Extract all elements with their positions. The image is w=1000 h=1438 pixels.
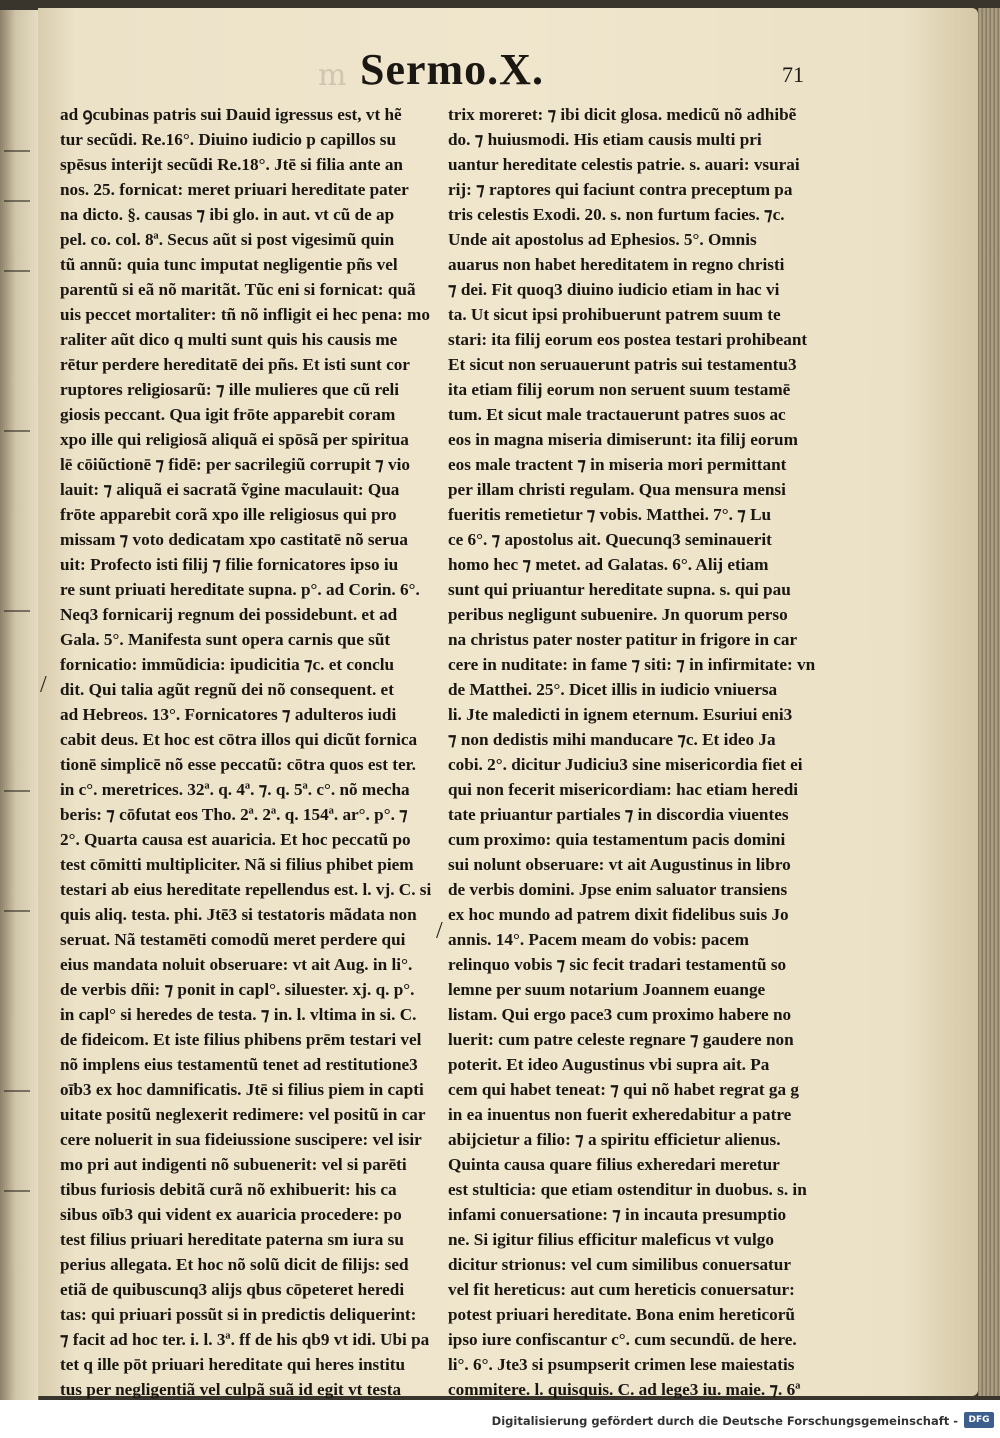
- text-line: per illam christi regulam. Qua mensura mensi: [448, 480, 786, 499]
- text-line: re sunt priuati hereditate supna. p°. ad Corin. 6°.: [60, 580, 420, 599]
- text-line: qui non fecerit misericordiam: hac etiam heredi: [448, 780, 799, 799]
- text-line: de Matthei. 25°. Dicet illis in iudicio vniuersa: [448, 680, 778, 699]
- text-line: perius allegata. Et hoc nõ solũ dicit de filijs: sed: [60, 1255, 409, 1274]
- text-line: etiã de quibuscunq3 alijs qbus cōpeteret heredi: [60, 1280, 405, 1299]
- text-line: eos in magna miseria dimiserunt: ita filij eorum: [448, 430, 798, 449]
- text-line: 2°. Quarta causa est auaricia. Et hoc peccatũ po: [60, 830, 411, 849]
- text-line: homo hec ⁊ metet. ad Galatas. 6°. Alij etiam: [448, 555, 769, 574]
- text-line: in c°. meretrices. 32ª. q. 4ª. ⁊. q. 5ª. c°. nõ mecha: [60, 780, 410, 799]
- text-line: uitate positũ neglexerit redimere: vel positũ in car: [60, 1105, 426, 1124]
- text-line: stari: ita filij eorum eos postea testari prohibeant: [448, 330, 808, 349]
- text-line: in ea inuentus non fuerit exheredabitur a patre: [448, 1105, 792, 1124]
- text-line: annis. 14°. Pacem meam do vobis: pacem: [448, 930, 749, 949]
- text-line: ita etiam filij eorum non seruent suum testamē: [448, 380, 791, 399]
- text-line: nos. 25. fornicat: meret priuari hereditate pater: [60, 180, 409, 199]
- text-line: Et sicut non seruauerunt patris sui testamentu3: [448, 355, 797, 374]
- show-through-text: m: [318, 58, 349, 93]
- text-line: tet q ille pōt priuari hereditate qui heres institu: [60, 1355, 406, 1374]
- text-line: potest priuari hereditate. Bona enim hereticorũ: [448, 1305, 795, 1324]
- text-line: eius mandata noluit obseruare: vt ait Aug. in li°.: [60, 955, 413, 974]
- text-line: tur secũdi. Re.16°. Diuino iudicio p capillos su: [60, 130, 397, 149]
- text-line: poterit. Et ideo Augustinus vbi supra ait. Pa: [448, 1055, 770, 1074]
- text-line: dicitur strionus: vel cum similibus conuersatur: [448, 1255, 791, 1274]
- marginal-paragraph-mark: /: [40, 672, 47, 698]
- text-line: trix moreret: ⁊ ibi dicit glosa. medicũ nõ adhibẽ: [448, 105, 797, 124]
- text-line: quis aliq. testa. phi. Jtē3 si testatoris mãdata non: [60, 905, 417, 924]
- left-text-column: [60, 102, 436, 1399]
- text-line: sui nolunt obseruare: vt ait Augustinus in libro: [448, 855, 791, 874]
- text-line: ipso iure confiscantur c°. cum secundũ. de here.: [448, 1330, 797, 1349]
- text-line: luerit: cum patre celeste regnare ⁊ gaudere non: [448, 1030, 794, 1049]
- text-line: ce 6°. ⁊ apostolus ait. Quecunq3 seminauerit: [448, 530, 772, 549]
- text-line: giosis peccant. Qua igit frōte apparebit coram: [60, 405, 396, 424]
- text-line: do. ⁊ huiusmodi. His etiam causis multi pri: [448, 130, 762, 149]
- text-line: fueritis remetietur ⁊ vobis. Matthei. 7°. ⁊ Lu: [448, 505, 772, 524]
- text-line: est stulticia: que etiam ostenditur in duobus. s. in: [448, 1180, 807, 1199]
- text-line: cem qui habet teneat: ⁊ qui nõ habet regrat ga g: [448, 1080, 800, 1099]
- text-line: tris celestis Exodi. 20. s. non furtum facies. ⁊c.: [448, 205, 785, 224]
- text-line: xpo ille qui religiosã aliquã ei spōsã per spiritua: [60, 430, 409, 449]
- text-line: uit: Profecto isti filij ⁊ filie fornicatores ipso iu: [60, 555, 399, 574]
- text-line: seruat. Nã testamēti comodũ meret perdere qui: [60, 930, 406, 949]
- text-line: nõ implens eius testamentũ tenet ad restitutione3: [60, 1055, 418, 1074]
- funding-credit: Digitalisierung gefördert durch die Deutsche Forschungsgemeinschaft -: [491, 1414, 958, 1428]
- text-line: eos male tractent ⁊ in miseria mori permittant: [448, 455, 787, 474]
- text-line: spēsus interijt secũdi Re.18°. Jtē si filia ante an: [60, 155, 403, 174]
- text-line: raliter aũt dico q multi sunt quis his causis me: [60, 330, 398, 349]
- text-line: cere in nuditate: in fame ⁊ siti: ⁊ in infirmitate: vn: [448, 655, 816, 674]
- text-line: ta. Ut sicut ipsi prohibuerunt patrem suum te: [448, 305, 781, 324]
- text-line: ad ꝯcubinas patris sui Dauid igressus est, vt hẽ: [60, 105, 402, 124]
- right-text-column: [448, 102, 828, 1399]
- text-line: ⁊ non dedistis mihi manducare ⁊c. Et ideo Ja: [448, 730, 776, 749]
- text-line: na dicto. §. causas ⁊ ibi glo. in aut. vt cũ de ap: [60, 205, 395, 224]
- text-line: infami conuersatione: ⁊ in incauta presumptio: [448, 1205, 787, 1224]
- text-line: Unde ait apostolus ad Ephesios. 5°. Omnis: [448, 230, 757, 249]
- text-line: li. Jte maledicti in ignem eternum. Esuriui eni3: [448, 705, 793, 724]
- text-line: na christus pater noster patitur in frigore in car: [448, 630, 798, 649]
- text-line: abijcietur a filio: ⁊ a spiritu efficietur alienus.: [448, 1130, 781, 1149]
- text-line: tionē simplicē nõ esse peccatũ: cōtra quos est ter.: [60, 755, 416, 774]
- previous-page-edge: [0, 10, 39, 1400]
- text-line: auarus non habet hereditatem in regno christi: [448, 255, 785, 274]
- text-line: cabit deus. Et hoc est cōtra illos qui dicũt fornica: [60, 730, 418, 749]
- text-line: test filius priuari hereditate paterna sm iura su: [60, 1230, 404, 1249]
- text-line: in capl° si heredes de testa. ⁊ in. l. vltima in si. C.: [60, 1005, 417, 1024]
- text-line: Neq3 fornicarij regnum dei possidebunt. et ad: [60, 605, 398, 624]
- text-line: tas: qui priuari possũt si in predictis deliquerint:: [60, 1305, 417, 1324]
- text-line: li°. 6°. Jte3 si psumpserit crimen lese maiestatis: [448, 1355, 795, 1374]
- text-line: de verbis dñi: ⁊ ponit in capl°. siluester. xj. q. p°.: [60, 980, 415, 999]
- running-head: [318, 40, 658, 100]
- text-line: de fideicom. Et iste filius phibens prēm testari vel: [60, 1030, 422, 1049]
- text-line: de verbis domini. Jpse enim saluator transiens: [448, 880, 788, 899]
- page-fore-edge: [978, 8, 1000, 1396]
- dfg-logo: DFG: [964, 1412, 994, 1428]
- text-line: fornicatio: immũdicia: ipudicitia ⁊c. et conclu: [60, 655, 395, 674]
- text-line: ⁊ facit ad hoc ter. i. l. 3ª. ff de his qb9 vt idi. Ubi pa: [60, 1330, 430, 1349]
- text-line: tibus furiosis debitã curã nõ exhibuerit: his ca: [60, 1180, 397, 1199]
- text-line: mo pri aut indigenti nõ subuenerit: vel si parēti: [60, 1155, 407, 1174]
- text-line: ex hoc mundo ad patrem dixit fidelibus suis Jo: [448, 905, 789, 924]
- text-line: ad Hebreos. 13°. Fornicatores ⁊ adulteros iudi: [60, 705, 397, 724]
- text-line: listam. Qui ergo pace3 cum proximo habere no: [448, 1005, 792, 1024]
- text-line: ne. Si igitur filius efficitur maleficus vt vulgo: [448, 1230, 774, 1249]
- marginal-paragraph-mark: /: [436, 918, 443, 944]
- text-line: sunt qui priuantur hereditate supna. s. qui pau: [448, 580, 791, 599]
- text-line: tus per negligentiã vel culpã suã id egit vt testa: [60, 1380, 402, 1399]
- text-line: uantur hereditate celestis patrie. s. auari: vsurai: [448, 155, 800, 174]
- text-line: lemne per suum notarium Joannem euange: [448, 980, 766, 999]
- text-line: sibus oīb3 qui vident ex auaricia procedere: po: [60, 1205, 402, 1224]
- text-line: test cōmitti multipliciter. Nã si filius phibet piem: [60, 855, 414, 874]
- text-line: tate priuantur partiales ⁊ in discordia viuentes: [448, 805, 789, 824]
- text-line: oīb3 ex hoc damnificatis. Jtē si filius piem in capti: [60, 1080, 424, 1099]
- text-line: ⁊ dei. Fit quoq3 diuino iudicio etiam in hac vi: [448, 280, 780, 299]
- text-line: tum. Et sicut male tractauerunt patres suos ac: [448, 405, 786, 424]
- text-line: missam ⁊ voto dedicatam xpo castitatē nõ serua: [60, 530, 408, 549]
- text-line: tũ annũ: quia tunc imputat negligentie pñs vel: [60, 255, 398, 274]
- text-line: rētur perdere hereditatē dei pñs. Et isti sunt cor: [60, 355, 410, 374]
- text-line: commitere. l. quisquis. C. ad lege3 iu. maie. ⁊. 6ª: [448, 1380, 801, 1399]
- text-line: parentũ si eã nõ maritãt. Tũc eni si fornicat: quã: [60, 280, 416, 299]
- text-line: relinquo vobis ⁊ sic fecit tradari testamentũ so: [448, 955, 787, 974]
- text-line: frōte apparebit corã xpo ille religiosus qui pro: [60, 505, 397, 524]
- folio-number: 71: [782, 62, 804, 87]
- text-line: vel fit hereticus: aut cum hereticis conuersatur:: [448, 1280, 795, 1299]
- text-line: ruptores religiosarũ: ⁊ ille mulieres que cũ reli: [60, 380, 400, 399]
- text-line: beris: ⁊ cōfutat eos Tho. 2ª. 2ª. q. 154ª. ar°. p°. ⁊: [60, 805, 408, 824]
- text-line: lauit: ⁊ aliquã ei sacratã ṽgine maculauit: Qua: [60, 480, 400, 499]
- text-line: Quinta causa quare filius exheredari meretur: [448, 1155, 780, 1174]
- text-line: testari ab eius hereditate repellendus est. l. vj. C. si: [60, 880, 432, 899]
- text-line: cere noluerit in sua fideiussione suscipere: vel isir: [60, 1130, 422, 1149]
- text-line: lē cōiũctionē ⁊ fidē: per sacrilegiũ corrupit ⁊ vio: [60, 455, 410, 474]
- text-line: Gala. 5°. Manifesta sunt opera carnis que sũt: [60, 630, 391, 649]
- footer-bar: [0, 1400, 1000, 1438]
- text-line: cobi. 2°. dicitur Judiciu3 sine misericordia fiet ei: [448, 755, 803, 774]
- text-line: cum proximo: quia testamentum pacis domini: [448, 830, 786, 849]
- text-line: peribus negligunt subuenire. Jn quorum perso: [448, 605, 788, 624]
- text-line: dit. Qui talia agũt regnũ dei nõ consequent. et: [60, 680, 394, 699]
- text-line: uis peccet mortaliter: tñ nõ infligit ei hec pena: mo: [60, 305, 430, 324]
- page-title: Sermo.X.: [360, 45, 544, 94]
- text-line: rij: ⁊ raptores qui faciunt contra preceptum pa: [448, 180, 793, 199]
- text-line: pel. co. col. 8ª. Secus aũt si post vigesimũ quin: [60, 230, 395, 249]
